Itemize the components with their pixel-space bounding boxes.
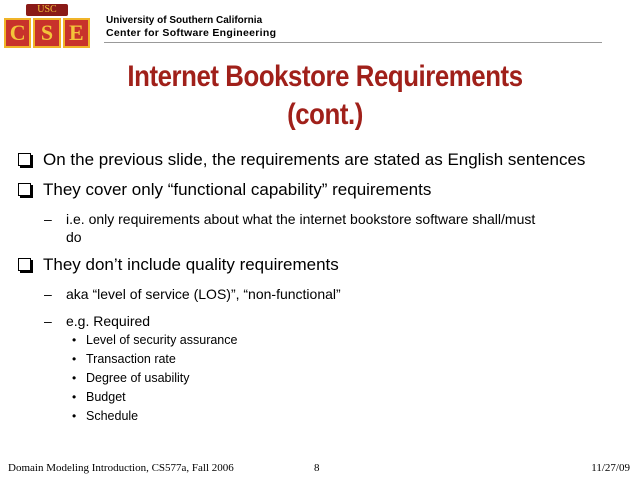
dot-bullet-icon: • <box>72 371 77 385</box>
footer-date: 11/27/09 <box>591 462 630 474</box>
checkbox-bullet-icon <box>18 153 31 166</box>
org-line-2: Center for Software Engineering <box>106 27 277 39</box>
organization-name <box>106 15 276 39</box>
logo-letter-e: E <box>63 18 90 48</box>
list-item: • Level of security assurance <box>72 333 238 347</box>
title-line-2: (cont.) <box>287 98 363 131</box>
bullet-previous-slide: On the previous slide, the requirements are stated as English sentences <box>18 149 585 171</box>
list-item: • Degree of usability <box>72 371 190 385</box>
org-line-1: University of Southern California <box>106 15 263 26</box>
sub-bullet-ie-continuation: do <box>66 229 82 245</box>
sub-bullet-ie: – i.e. only requirements about what the internet bookstore software shall/must do <box>44 210 604 246</box>
checkbox-bullet-icon <box>18 183 31 196</box>
bullet-quality: They don’t include quality requirements <box>18 254 339 276</box>
sub-bullet-aka: – aka “level of service (LOS)”, “non-functional” <box>44 286 341 302</box>
dash-bullet-icon: – <box>44 286 52 302</box>
logo-letter-c: C <box>4 18 31 48</box>
bullet-functional: They cover only “functional capability” requirements <box>18 179 431 201</box>
dot-bullet-icon: • <box>72 352 77 366</box>
dash-bullet-icon: – <box>44 313 52 329</box>
slide-title <box>80 58 570 134</box>
dot-bullet-icon: • <box>72 333 77 347</box>
usc-cse-logo <box>4 4 90 48</box>
footer-page-number: 8 <box>314 462 320 474</box>
list-item: • Transaction rate <box>72 352 176 366</box>
footer-course: Domain Modeling Introduction, CS577a, Fall 2006 <box>8 462 234 474</box>
header-divider <box>104 42 602 43</box>
list-item: • Schedule <box>72 409 139 423</box>
dot-bullet-icon: • <box>72 390 77 404</box>
title-line-1: Internet Bookstore Requirements <box>127 60 523 93</box>
sub-bullet-eg: – e.g. Required <box>44 313 151 329</box>
dash-bullet-icon: – <box>44 211 52 227</box>
list-item: • Budget <box>72 390 126 404</box>
cse-letters <box>4 18 90 48</box>
usc-label: USC <box>26 4 68 16</box>
dot-bullet-icon: • <box>72 409 77 423</box>
checkbox-bullet-icon <box>18 258 31 271</box>
logo-letter-s: S <box>33 18 60 48</box>
